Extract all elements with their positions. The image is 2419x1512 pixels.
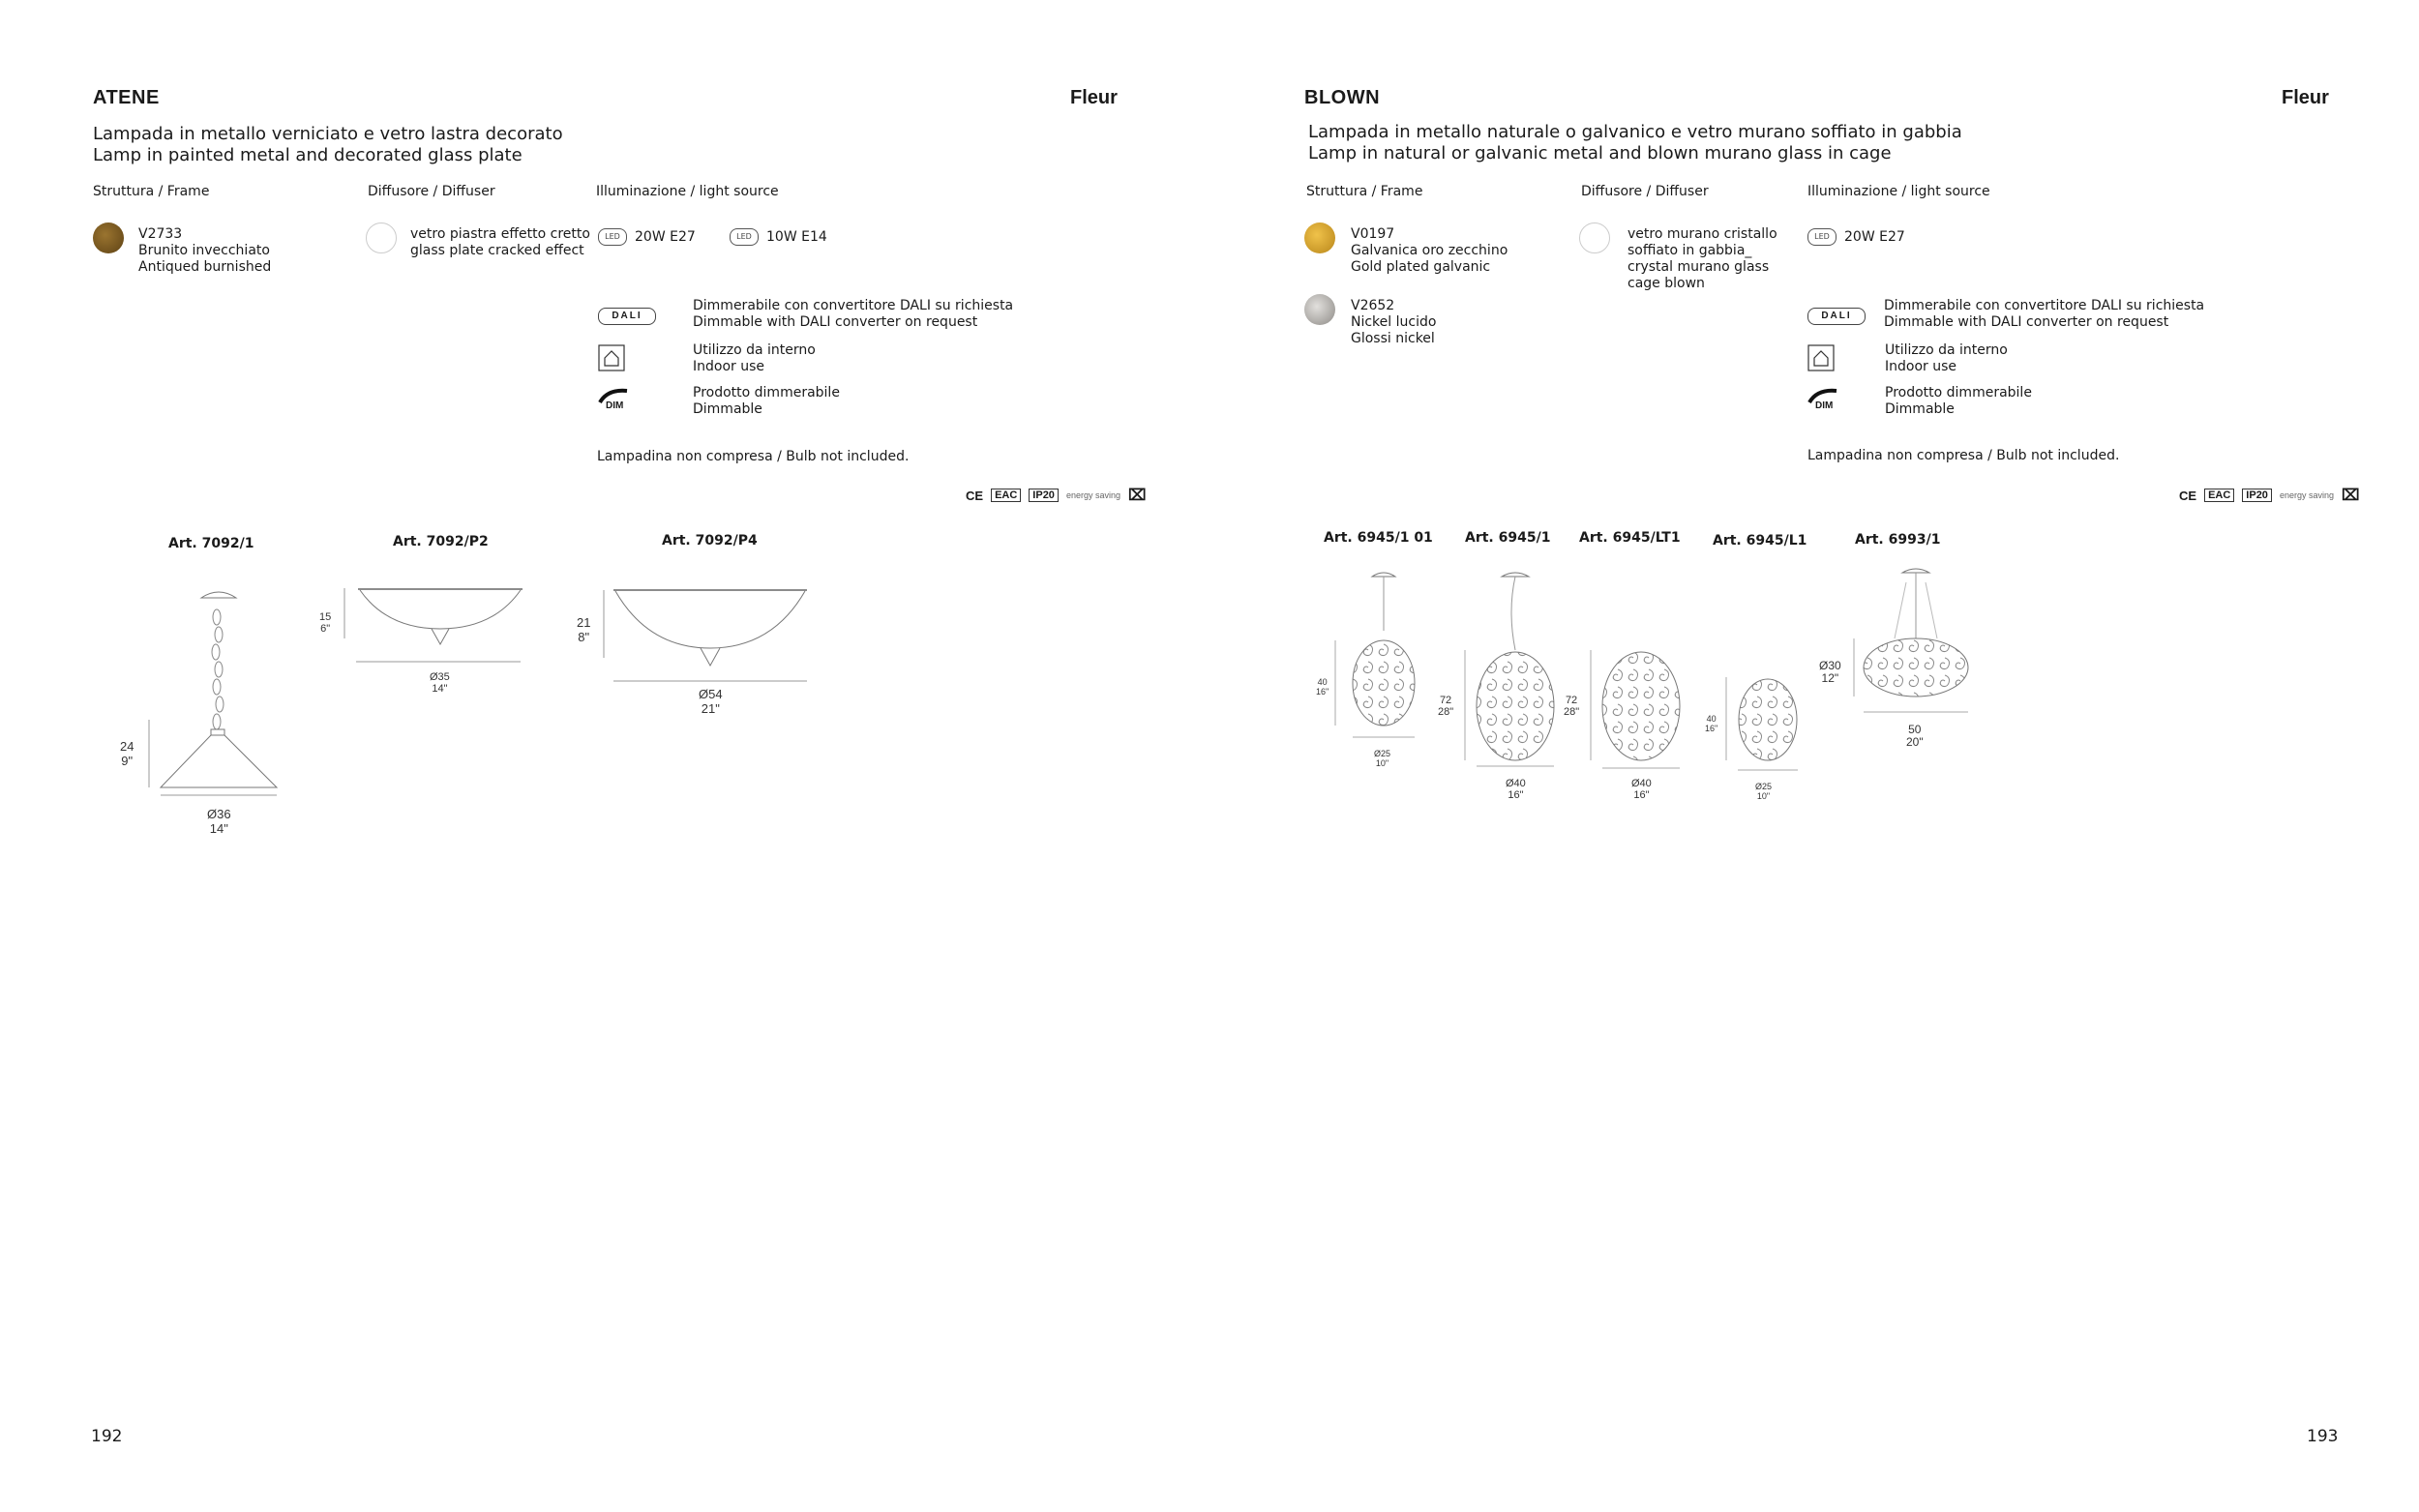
dimension-in: 21" xyxy=(701,701,720,716)
table-cage-small-drawing xyxy=(1734,677,1802,774)
dimension-in: 14" xyxy=(209,821,228,836)
dimension-in: 16" xyxy=(1633,789,1650,801)
dimmable-text-it: Prodotto dimmerabile xyxy=(693,385,840,400)
finish-name-en: Gold plated galvanic xyxy=(1351,259,1491,275)
length-dimension xyxy=(1906,724,1924,749)
page-number: 193 xyxy=(2307,1427,2339,1446)
diffuser-line: vetro murano cristallo xyxy=(1628,226,1777,242)
dali-text-en: Dimmable with DALI converter on request xyxy=(1884,314,2169,330)
source-2-text: 10W E14 xyxy=(766,228,827,245)
led-bulb-icon: LED xyxy=(598,228,627,246)
height-dimension xyxy=(1438,695,1453,718)
source-1-text: 20W E27 xyxy=(1844,228,1905,245)
finish-code: V2733 xyxy=(138,226,183,242)
diffuser-header: Diffusore / Diffuser xyxy=(368,184,495,199)
led-bulb-icon: LED xyxy=(730,228,759,246)
indoor-text-it: Utilizzo da interno xyxy=(693,342,816,358)
article-label: Art. 7092/1 xyxy=(168,536,254,551)
light-source-2 xyxy=(730,228,827,246)
dimmable-text-it: Prodotto dimmerabile xyxy=(1885,385,2032,400)
dim-label: DIM xyxy=(1815,400,1834,411)
certification-marks xyxy=(966,486,1146,505)
finish-name-it: Brunito invecchiato xyxy=(138,243,270,258)
dimmable-text-en: Dimmable xyxy=(1885,401,1955,417)
finish-code: V0197 xyxy=(1351,226,1395,242)
diameter-dimension xyxy=(699,687,723,716)
article-label: Art. 7092/P4 xyxy=(662,533,758,548)
page-number: 192 xyxy=(91,1427,123,1446)
diameter-dimension xyxy=(1374,749,1390,768)
diffuser-swatch xyxy=(366,222,397,253)
bulb-note: Lampadina non compresa / Bulb not included. xyxy=(597,449,910,464)
height-dimension xyxy=(1819,660,1841,685)
weee-bin-icon: ⌧ xyxy=(1127,488,1147,504)
dimension-cm: Ø30 xyxy=(1819,659,1841,672)
dimension-cm: Ø40 xyxy=(1506,778,1526,789)
finish-name-en: Antiqued burnished xyxy=(138,259,272,275)
height-dimension xyxy=(577,615,590,644)
diffuser-swatch xyxy=(1579,222,1610,253)
dimmable-icon xyxy=(598,389,629,414)
bulb-note: Lampadina non compresa / Bulb not included. xyxy=(1807,448,2120,463)
pendant-cage-drawing xyxy=(1469,573,1562,766)
dimension-cm: Ø54 xyxy=(699,687,723,701)
diffuser-en: glass plate cracked effect xyxy=(410,243,584,258)
indoor-text xyxy=(1885,342,2008,375)
dimmable-text xyxy=(1885,385,2032,418)
brand-name: Fleur xyxy=(1070,87,1118,108)
dimension-in: 20" xyxy=(1906,735,1924,749)
finish-details xyxy=(138,226,271,276)
description-en: Lamp in natural or galvanic metal and blown murano glass in cage xyxy=(1308,143,1892,163)
dimmable-text-en: Dimmable xyxy=(693,401,762,417)
dimension-cm: Ø35 xyxy=(430,671,450,683)
dimension-cm: Ø40 xyxy=(1631,778,1652,789)
article-label: Art. 6945/1 xyxy=(1465,530,1551,546)
table-cage-drawing xyxy=(1595,650,1687,772)
energy-saving-icon: energy saving xyxy=(2279,490,2334,500)
dimension-in: 16" xyxy=(1316,687,1329,697)
dimension-cm: 72 xyxy=(1565,695,1578,706)
article-label: Art. 6993/1 xyxy=(1855,532,1941,548)
height-dimension xyxy=(319,611,331,635)
dali-icon: DALI xyxy=(598,308,656,325)
ceiling-lamp-large-drawing xyxy=(610,584,813,681)
finish-name-it: Nickel lucido xyxy=(1351,314,1437,330)
height-dimension xyxy=(120,739,134,768)
dimension-cm: 40 xyxy=(1317,677,1328,687)
indoor-use-icon xyxy=(598,344,625,371)
diffuser-line: soffiato in gabbia_ xyxy=(1628,243,1752,258)
led-bulb-icon: LED xyxy=(1807,228,1837,246)
article-label: Art. 6945/LT1 xyxy=(1579,530,1681,546)
description-it: Lampada in metallo verniciato e vetro lastra decorato xyxy=(93,124,563,144)
light-source-1 xyxy=(1807,228,1905,246)
description-it: Lampada in metallo naturale o galvanico e vetro murano soffiato in gabbia xyxy=(1308,122,1962,142)
height-dimension xyxy=(1564,695,1579,718)
light-source-header: Illuminazione / light source xyxy=(596,184,779,199)
indoor-text-it: Utilizzo da interno xyxy=(1885,342,2008,358)
dimension-cm: 40 xyxy=(1706,714,1717,724)
finish-swatch-nickel xyxy=(1304,294,1335,325)
diameter-dimension xyxy=(1506,778,1526,801)
ip-rating-badge: IP20 xyxy=(2242,489,2272,502)
dimmable-text xyxy=(693,385,840,418)
energy-saving-icon: energy saving xyxy=(1065,490,1120,500)
finish-swatch-gold xyxy=(1304,222,1335,253)
pendant-drawing xyxy=(155,588,290,803)
diffuser-header: Diffusore / Diffuser xyxy=(1581,184,1709,199)
pendant-cage-small-drawing xyxy=(1345,573,1422,737)
article-label: Art. 6945/1 01 xyxy=(1324,530,1433,546)
frame-header: Struttura / Frame xyxy=(93,184,210,199)
diameter-dimension xyxy=(1755,782,1772,801)
indoor-text xyxy=(693,342,816,375)
diffuser-it: vetro piastra effetto cretto xyxy=(410,226,590,242)
dimension-cm: 72 xyxy=(1439,695,1452,706)
dali-text-it: Dimmerabile con convertitore DALI su richiesta xyxy=(1884,298,2205,313)
dimmable-icon xyxy=(1807,389,1838,414)
finish-name-en: Glossi nickel xyxy=(1351,331,1435,346)
ce-mark-icon: CE xyxy=(2179,488,2197,503)
indoor-text-en: Indoor use xyxy=(1885,359,1957,374)
indoor-use-icon xyxy=(1807,344,1835,371)
height-dimension xyxy=(1705,714,1717,733)
finish-name-it: Galvanica oro zecchino xyxy=(1351,243,1508,258)
article-label: Art. 6945/L1 xyxy=(1713,533,1807,548)
dimension-cm: Ø25 xyxy=(1755,782,1773,791)
dali-text-en: Dimmable with DALI converter on request xyxy=(693,314,978,330)
dimension-in: 14" xyxy=(432,683,448,695)
diffuser-line: cage blown xyxy=(1628,276,1705,291)
dimension-in: 28" xyxy=(1438,706,1454,718)
dali-icon: DALI xyxy=(1807,308,1866,325)
finish-details xyxy=(1351,298,1436,347)
dimension-cm: 24 xyxy=(120,739,134,754)
ce-mark-icon: CE xyxy=(966,488,984,503)
dali-text xyxy=(1884,298,2204,331)
finish-details xyxy=(1351,226,1508,276)
dimension-cm: Ø36 xyxy=(207,807,231,821)
diffuser-details xyxy=(410,226,590,259)
article-label: Art. 7092/P2 xyxy=(393,534,489,549)
weee-bin-icon: ⌧ xyxy=(2341,488,2360,504)
light-source-1 xyxy=(598,228,696,246)
pendant-cage-horizontal-drawing xyxy=(1860,569,1976,714)
dimension-in: 10" xyxy=(1375,758,1389,768)
source-1-text: 20W E27 xyxy=(635,228,696,245)
dimension-in: 9" xyxy=(121,754,134,768)
dimension-in: 12" xyxy=(1821,671,1839,685)
dimension-cm: 50 xyxy=(1908,723,1922,736)
dimension-in: 16" xyxy=(1705,724,1718,733)
dimension-cm: 21 xyxy=(577,615,591,630)
eac-mark-icon: EAC xyxy=(2204,489,2234,502)
brand-name: Fleur xyxy=(2282,87,2329,108)
description-en: Lamp in painted metal and decorated glass plate xyxy=(93,145,523,165)
diameter-dimension xyxy=(1631,778,1652,801)
light-source-header: Illuminazione / light source xyxy=(1807,184,1990,199)
dimension-in: 8" xyxy=(578,630,590,644)
eac-mark-icon: EAC xyxy=(991,489,1021,502)
diffuser-line: crystal murano glass xyxy=(1628,259,1770,275)
dimension-cm: 15 xyxy=(319,611,332,623)
ceiling-lamp-drawing xyxy=(348,584,532,662)
diffuser-details xyxy=(1628,226,1777,292)
diameter-dimension xyxy=(207,807,231,836)
dali-text-it: Dimmerabile con convertitore DALI su richiesta xyxy=(693,298,1014,313)
dimension-in: 10" xyxy=(1756,791,1771,801)
dimension-cm: Ø25 xyxy=(1374,749,1391,758)
ip-rating-badge: IP20 xyxy=(1029,489,1059,502)
frame-header: Struttura / Frame xyxy=(1306,184,1423,199)
finish-code: V2652 xyxy=(1351,298,1395,313)
dim-label: DIM xyxy=(606,400,624,411)
dimension-in: 6" xyxy=(320,623,331,635)
product-title: BLOWN xyxy=(1304,87,1381,108)
height-dimension xyxy=(1316,677,1329,697)
finish-swatch-antiqued-burnished xyxy=(93,222,124,253)
diameter-dimension xyxy=(430,671,450,695)
dali-text xyxy=(693,298,1013,331)
certification-marks xyxy=(2179,486,2359,505)
indoor-text-en: Indoor use xyxy=(693,359,765,374)
dimension-in: 28" xyxy=(1564,706,1580,718)
dimension-in: 16" xyxy=(1508,789,1524,801)
product-title: ATENE xyxy=(93,87,160,108)
